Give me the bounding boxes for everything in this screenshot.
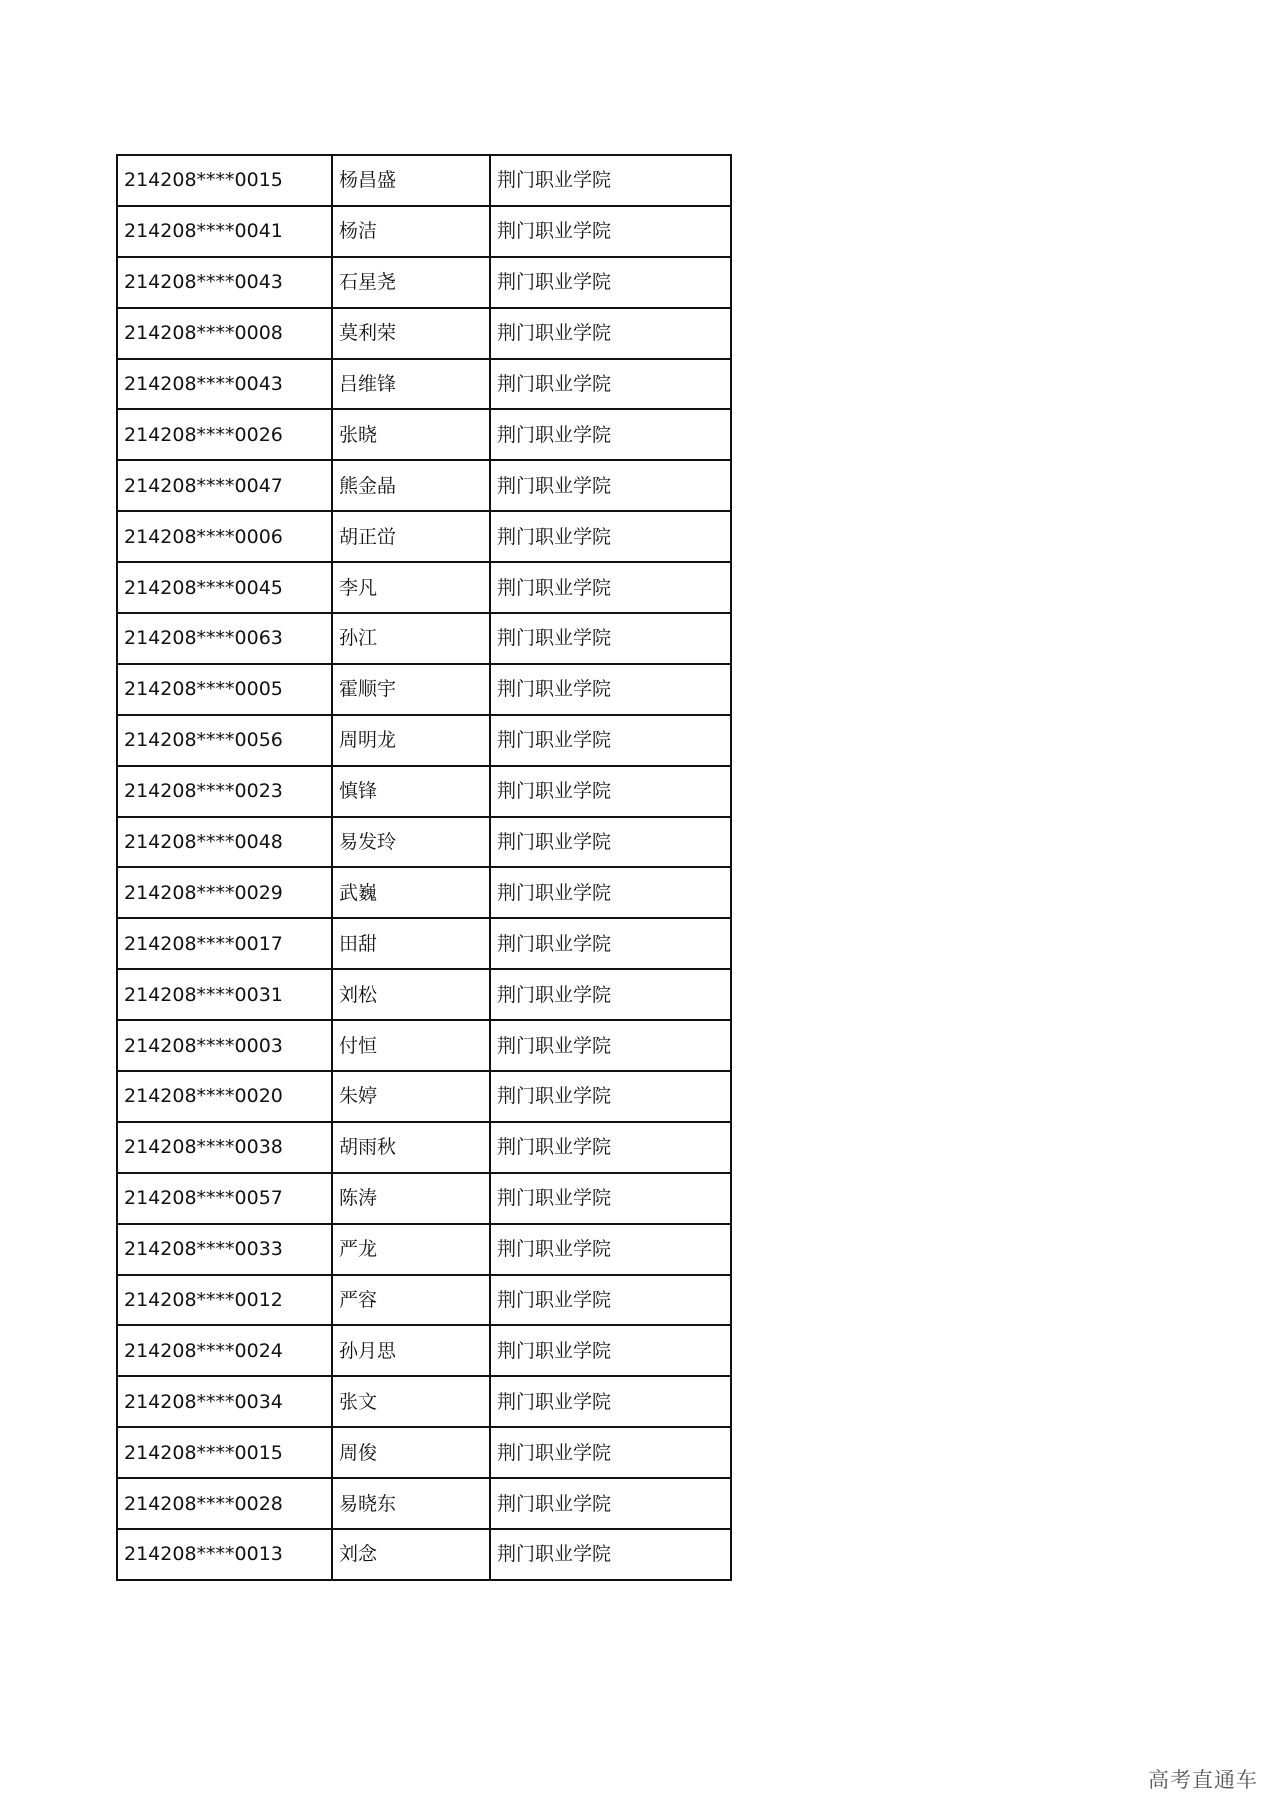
cell-exam-id: 214208****0063 xyxy=(117,613,332,664)
cell-student-name: 刘念 xyxy=(332,1529,490,1580)
cell-exam-id: 214208****0008 xyxy=(117,308,332,359)
cell-student-name: 张文 xyxy=(332,1376,490,1427)
table-row xyxy=(117,766,731,817)
cell-exam-id: 214208****0048 xyxy=(117,817,332,868)
cell-student-name: 吕维锋 xyxy=(332,359,490,410)
cell-school: 荆门职业学院 xyxy=(490,1478,731,1529)
cell-exam-id: 214208****0034 xyxy=(117,1376,332,1427)
cell-school: 荆门职业学院 xyxy=(490,409,731,460)
cell-exam-id: 214208****0038 xyxy=(117,1122,332,1173)
table-row xyxy=(117,1478,731,1529)
table-row xyxy=(117,359,731,410)
cell-school: 荆门职业学院 xyxy=(490,613,731,664)
table-row xyxy=(117,1376,731,1427)
cell-exam-id: 214208****0041 xyxy=(117,206,332,257)
cell-school: 荆门职业学院 xyxy=(490,1325,731,1376)
cell-student-name: 朱婷 xyxy=(332,1071,490,1122)
watermark-text: 高考直通车 xyxy=(1148,1768,1258,1792)
cell-student-name: 慎锋 xyxy=(332,766,490,817)
cell-student-name: 周俊 xyxy=(332,1427,490,1478)
cell-exam-id: 214208****0024 xyxy=(117,1325,332,1376)
cell-student-name: 陈涛 xyxy=(332,1173,490,1224)
cell-school: 荆门职业学院 xyxy=(490,460,731,511)
cell-school: 荆门职业学院 xyxy=(490,1376,731,1427)
cell-school: 荆门职业学院 xyxy=(490,969,731,1020)
cell-school: 荆门职业学院 xyxy=(490,1224,731,1275)
cell-school: 荆门职业学院 xyxy=(490,308,731,359)
cell-exam-id: 214208****0043 xyxy=(117,257,332,308)
table-row xyxy=(117,817,731,868)
table-row xyxy=(117,613,731,664)
cell-school: 荆门职业学院 xyxy=(490,206,731,257)
cell-exam-id: 214208****0003 xyxy=(117,1020,332,1071)
cell-exam-id: 214208****0020 xyxy=(117,1071,332,1122)
table-row xyxy=(117,562,731,613)
table-row xyxy=(117,1071,731,1122)
table-row xyxy=(117,1122,731,1173)
cell-school: 荆门职业学院 xyxy=(490,1122,731,1173)
roster-sheet xyxy=(116,154,730,1581)
table-row xyxy=(117,460,731,511)
table-row xyxy=(117,969,731,1020)
cell-school: 荆门职业学院 xyxy=(490,867,731,918)
cell-exam-id: 214208****0013 xyxy=(117,1529,332,1580)
cell-school: 荆门职业学院 xyxy=(490,1071,731,1122)
table-row xyxy=(117,409,731,460)
cell-exam-id: 214208****0017 xyxy=(117,918,332,969)
cell-student-name: 孙江 xyxy=(332,613,490,664)
cell-exam-id: 214208****0028 xyxy=(117,1478,332,1529)
cell-school: 荆门职业学院 xyxy=(490,1173,731,1224)
cell-exam-id: 214208****0026 xyxy=(117,409,332,460)
table-row xyxy=(117,918,731,969)
cell-exam-id: 214208****0033 xyxy=(117,1224,332,1275)
cell-student-name: 严容 xyxy=(332,1275,490,1326)
cell-student-name: 李凡 xyxy=(332,562,490,613)
table-row xyxy=(117,511,731,562)
cell-exam-id: 214208****0005 xyxy=(117,664,332,715)
cell-exam-id: 214208****0006 xyxy=(117,511,332,562)
table-row xyxy=(117,1325,731,1376)
cell-exam-id: 214208****0015 xyxy=(117,155,332,206)
table-row xyxy=(117,308,731,359)
cell-student-name: 严龙 xyxy=(332,1224,490,1275)
cell-exam-id: 214208****0031 xyxy=(117,969,332,1020)
cell-school: 荆门职业学院 xyxy=(490,1275,731,1326)
cell-school: 荆门职业学院 xyxy=(490,359,731,410)
cell-exam-id: 214208****0015 xyxy=(117,1427,332,1478)
cell-student-name: 石星尧 xyxy=(332,257,490,308)
table-row xyxy=(117,206,731,257)
cell-exam-id: 214208****0043 xyxy=(117,359,332,410)
cell-school: 荆门职业学院 xyxy=(490,664,731,715)
cell-student-name: 杨昌盛 xyxy=(332,155,490,206)
cell-student-name: 刘松 xyxy=(332,969,490,1020)
cell-school: 荆门职业学院 xyxy=(490,766,731,817)
cell-exam-id: 214208****0023 xyxy=(117,766,332,817)
cell-school: 荆门职业学院 xyxy=(490,817,731,868)
cell-student-name: 武巍 xyxy=(332,867,490,918)
cell-exam-id: 214208****0045 xyxy=(117,562,332,613)
cell-student-name: 田甜 xyxy=(332,918,490,969)
table-row xyxy=(117,1529,731,1580)
table-row xyxy=(117,867,731,918)
table-row xyxy=(117,1427,731,1478)
cell-student-name: 易发玲 xyxy=(332,817,490,868)
cell-school: 荆门职业学院 xyxy=(490,511,731,562)
cell-school: 荆门职业学院 xyxy=(490,155,731,206)
cell-student-name: 霍顺宇 xyxy=(332,664,490,715)
cell-school: 荆门职业学院 xyxy=(490,1529,731,1580)
cell-school: 荆门职业学院 xyxy=(490,562,731,613)
table-row xyxy=(117,1173,731,1224)
cell-student-name: 熊金晶 xyxy=(332,460,490,511)
cell-school: 荆门职业学院 xyxy=(490,1427,731,1478)
cell-student-name: 莫利荣 xyxy=(332,308,490,359)
table-row xyxy=(117,664,731,715)
table-row xyxy=(117,155,731,206)
cell-exam-id: 214208****0047 xyxy=(117,460,332,511)
cell-school: 荆门职业学院 xyxy=(490,257,731,308)
cell-exam-id: 214208****0056 xyxy=(117,715,332,766)
cell-student-name: 胡正峃 xyxy=(332,511,490,562)
cell-school: 荆门职业学院 xyxy=(490,1020,731,1071)
cell-student-name: 孙月思 xyxy=(332,1325,490,1376)
cell-school: 荆门职业学院 xyxy=(490,715,731,766)
cell-student-name: 胡雨秋 xyxy=(332,1122,490,1173)
cell-exam-id: 214208****0029 xyxy=(117,867,332,918)
cell-student-name: 付恒 xyxy=(332,1020,490,1071)
cell-exam-id: 214208****0057 xyxy=(117,1173,332,1224)
cell-school: 荆门职业学院 xyxy=(490,918,731,969)
cell-student-name: 周明龙 xyxy=(332,715,490,766)
table-row xyxy=(117,1224,731,1275)
table-row xyxy=(117,715,731,766)
table-body xyxy=(117,155,731,1580)
cell-exam-id: 214208****0012 xyxy=(117,1275,332,1326)
table-row xyxy=(117,257,731,308)
table-row xyxy=(117,1275,731,1326)
table-row xyxy=(117,1020,731,1071)
cell-student-name: 易晓东 xyxy=(332,1478,490,1529)
roster-table xyxy=(116,154,732,1581)
cell-student-name: 张晓 xyxy=(332,409,490,460)
cell-student-name: 杨洁 xyxy=(332,206,490,257)
